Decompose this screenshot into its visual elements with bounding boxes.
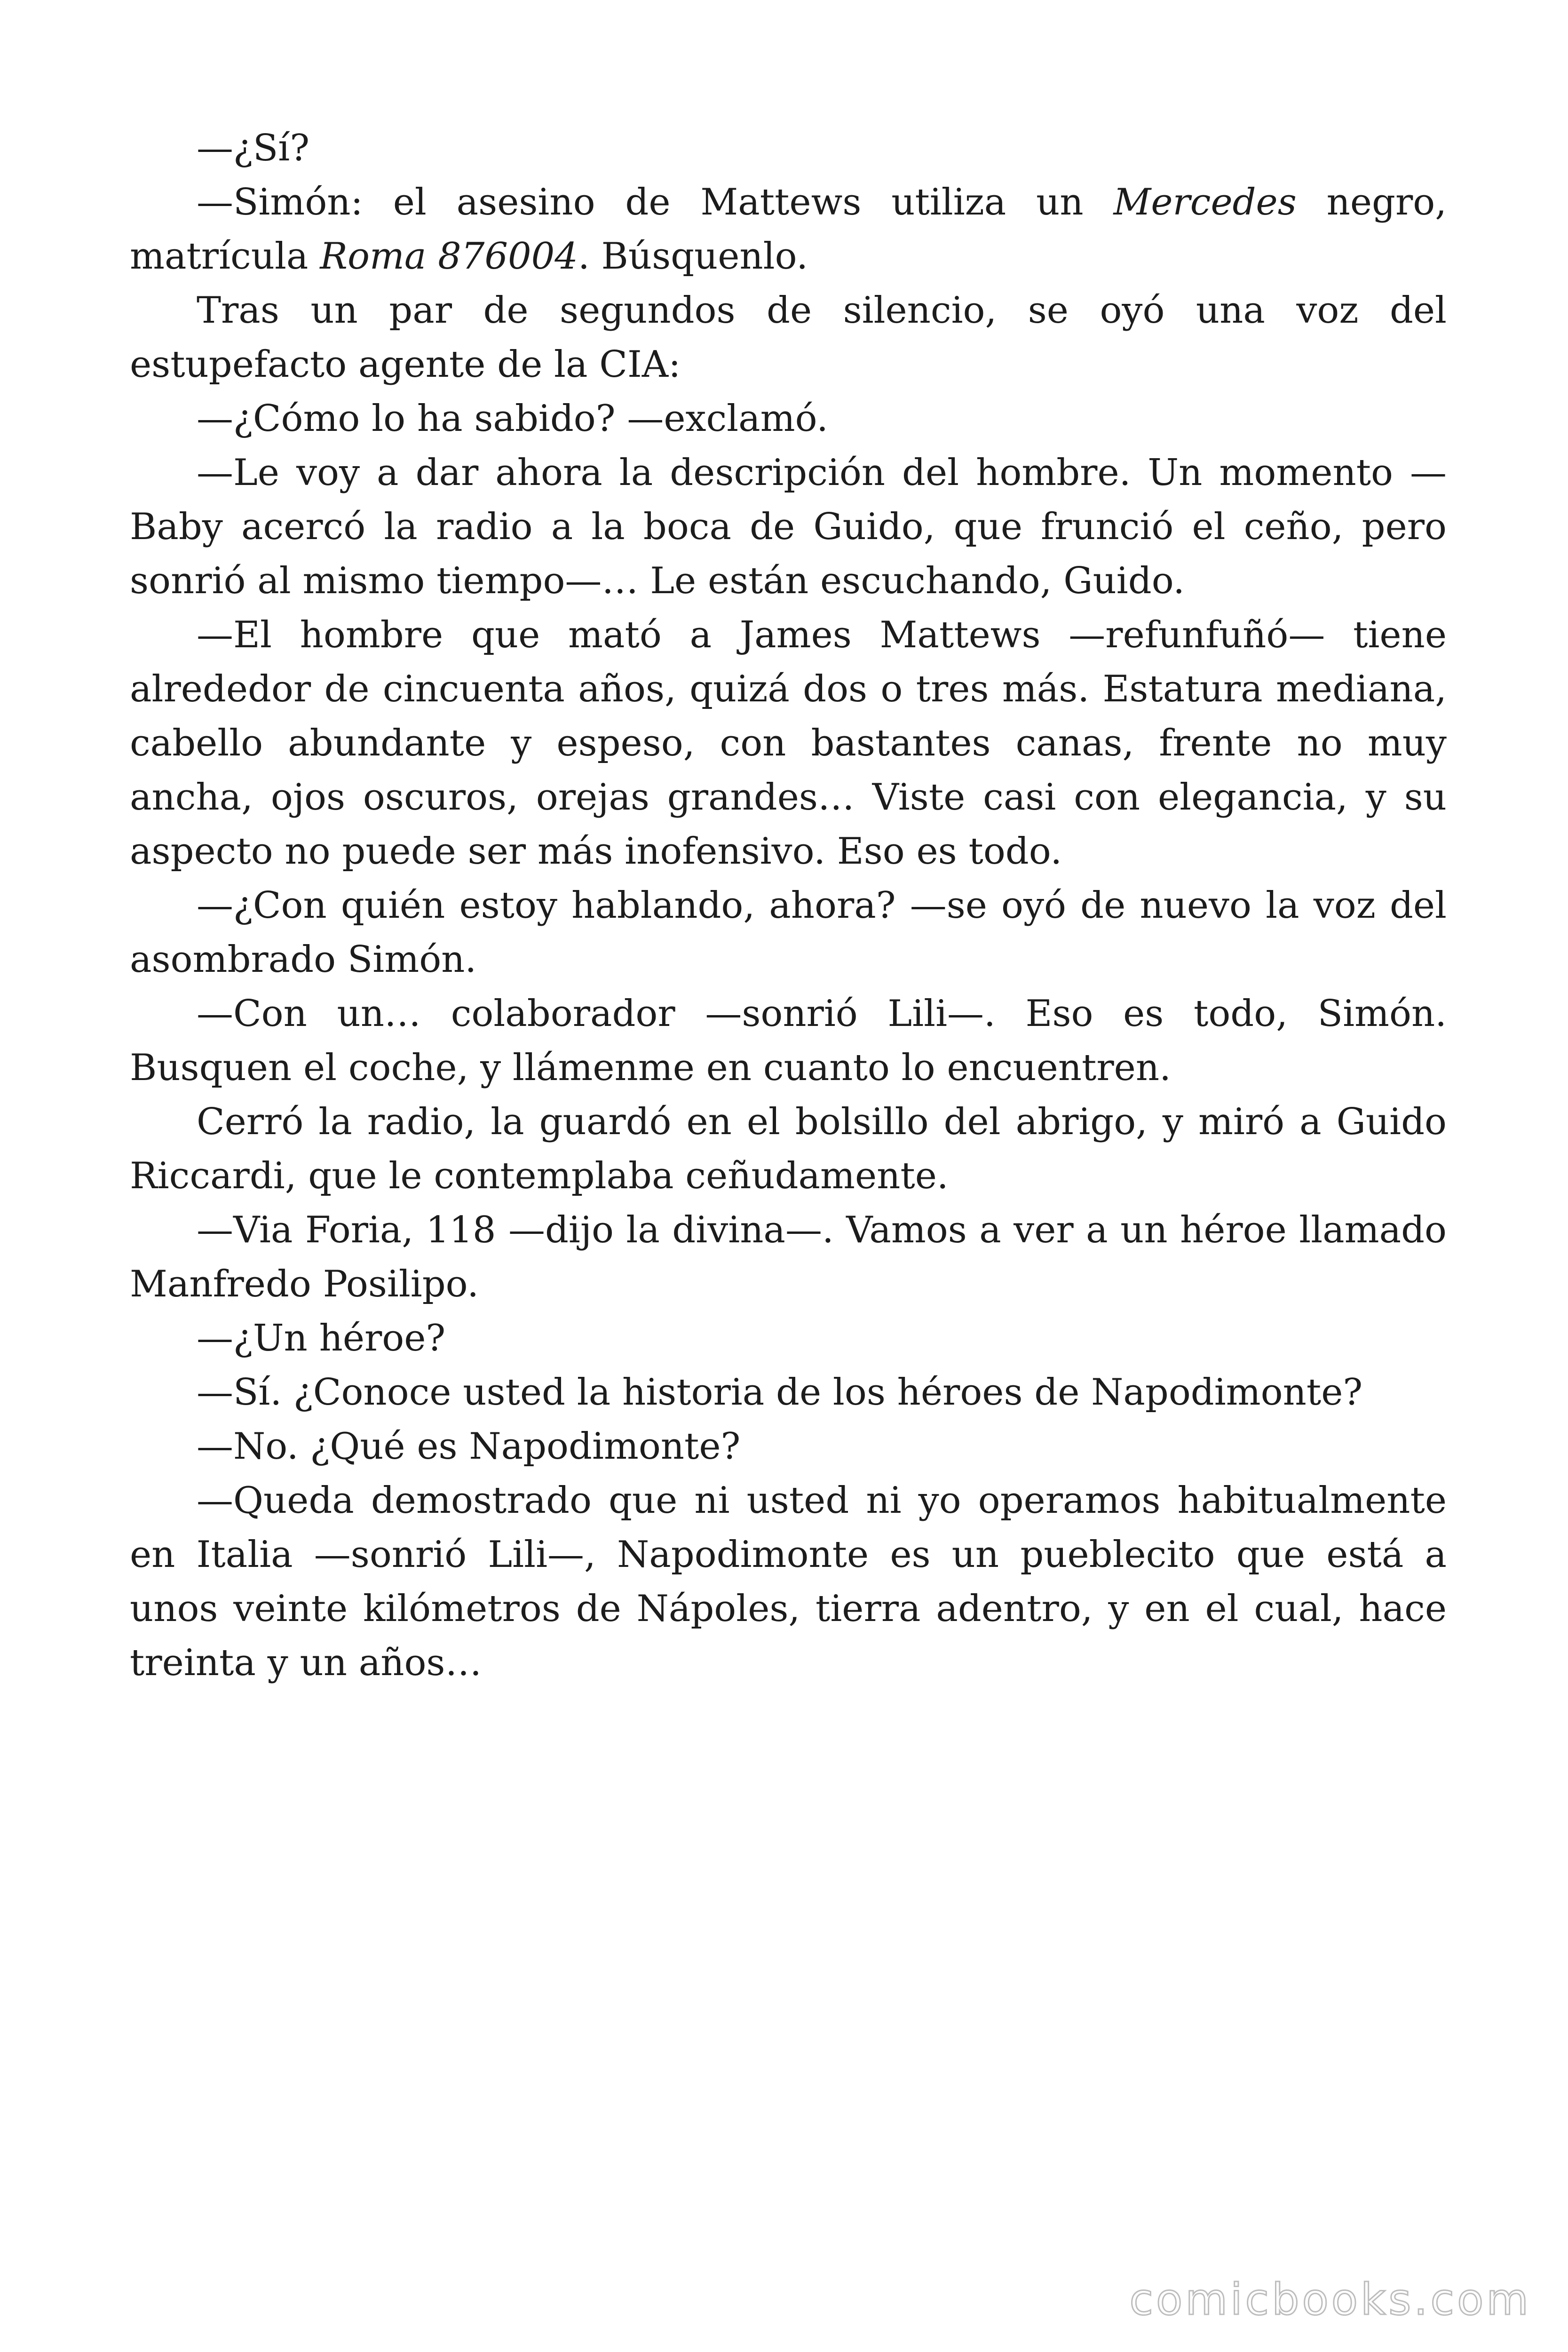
- text-run: —Queda demostrado que ni usted ni yo operamos habitualmente en Italia —sonrió Lili—, Napodimonte es un pueblecito que está a unos veinte kilómetros de Nápoles, tierra adentro, y en el cual, hace treinta y un años…: [130, 1479, 1447, 1684]
- text-run: —Con un… colaborador —sonrió Lili—. Eso es todo, Simón. Busquen el coche, y llámenme en cuanto lo encuentren.: [130, 993, 1447, 1089]
- paragraph: [130, 1203, 1447, 1311]
- italic-text: Roma 876004: [320, 235, 578, 278]
- text-run: Cerró la radio, la guardó en el bolsillo del abrigo, y miró a Guido Riccardi, que le contemplaba ceñudamente.: [130, 1101, 1447, 1197]
- text-run: —¿Cómo lo ha sabido? —exclamó.: [197, 397, 828, 440]
- paragraph: [130, 284, 1447, 392]
- text-run: —¿Sí?: [197, 127, 310, 169]
- paragraph: [130, 1474, 1447, 1690]
- paragraph: [130, 392, 1447, 446]
- paragraph: [130, 121, 1447, 175]
- page-body: [130, 121, 1447, 1690]
- text-run: —Simón: el asesino de Mattews utiliza un: [197, 181, 1114, 223]
- watermark: comicbooks.com: [1129, 2274, 1531, 2325]
- paragraph: [130, 446, 1447, 608]
- paragraph: [130, 987, 1447, 1095]
- paragraph: [130, 175, 1447, 284]
- paragraph: [130, 879, 1447, 987]
- text-run: —Le voy a dar ahora la descripción del hombre. Un momento — Baby acercó la radio a la boca de Guido, que frunció el ceño, pero sonrió al mismo tiempo—… Le están escuchando, Guido.: [130, 452, 1447, 602]
- text-run: —Via Foria, 118 —dijo la divina—. Vamos a ver a un héroe llamado Manfredo Posilipo.: [130, 1209, 1447, 1305]
- paragraph: [130, 1420, 1447, 1474]
- text-run: —No. ¿Qué es Napodimonte?: [197, 1425, 741, 1468]
- text-run: —¿Un héroe?: [197, 1317, 446, 1359]
- text-run: —Sí. ¿Conoce usted la historia de los héroes de Napodimonte?: [197, 1371, 1363, 1414]
- paragraph: [130, 1095, 1447, 1203]
- text-run: —¿Con quién estoy hablando, ahora? —se oyó de nuevo la voz del asombrado Simón.: [130, 884, 1447, 981]
- paragraph: [130, 1311, 1447, 1366]
- text-run: —El hombre que mató a James Mattews —refunfuñó— tiene alrededor de cincuenta años, quizá dos o tres más. Estatura mediana, cabello abundante y espeso, con bastantes canas, frente no muy ancha, ojos oscuros, orejas grandes… Viste casi con elegancia, y su aspecto no puede ser más inofensivo. Eso es todo.: [130, 614, 1447, 873]
- italic-text: Mercedes: [1113, 181, 1297, 223]
- text-run: . Búsquenlo.: [578, 235, 808, 278]
- text-run: Tras un par de segundos de silencio, se oyó una voz del estupefacto agente de la CIA:: [130, 289, 1447, 386]
- paragraph: [130, 1366, 1447, 1420]
- paragraph: [130, 608, 1447, 879]
- text-run: negro, matrícula: [130, 181, 1447, 278]
